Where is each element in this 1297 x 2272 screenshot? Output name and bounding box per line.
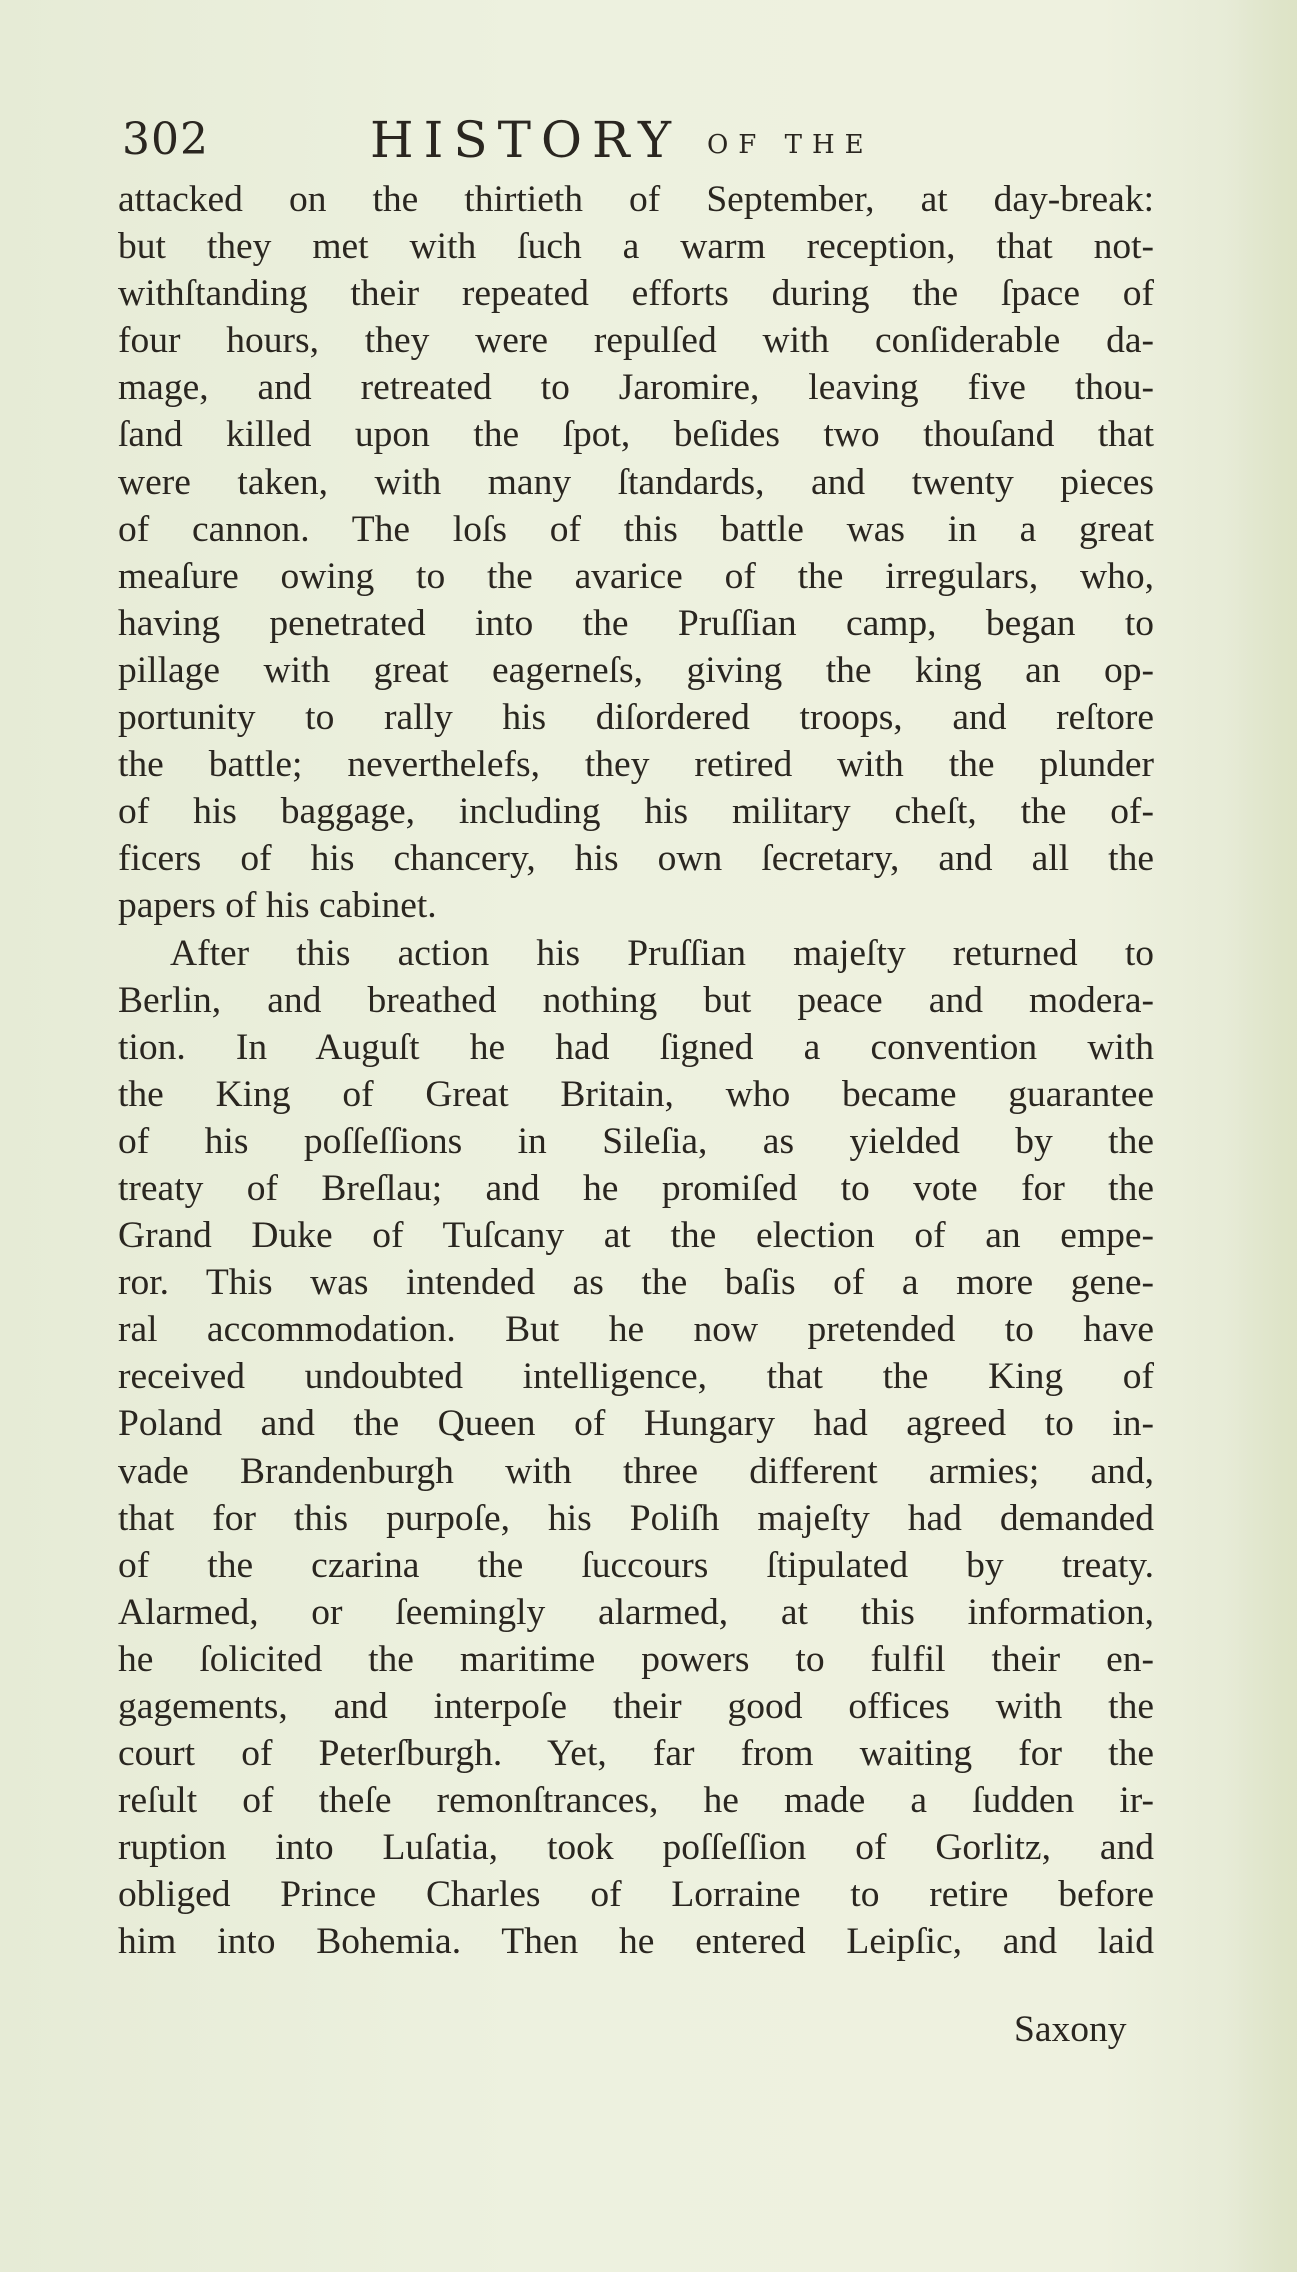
- text-line: Grand Duke of Tuſcany at the election of an empe-: [118, 1215, 1154, 1257]
- text-line: court of Peterſburgh. Yet, far from waiting for the: [118, 1733, 1154, 1775]
- text-line: having penetrated into the Pruſſian camp, began to: [118, 602, 1154, 644]
- text-line: ral accommodation. But he now pretended to have: [118, 1309, 1154, 1351]
- text-line: Berlin, and breathed nothing but peace and modera-: [118, 979, 1154, 1021]
- text-line: papers of his cabinet.: [118, 885, 437, 927]
- text-line: meaſure owing to the avarice of the irregulars, who,: [118, 555, 1154, 597]
- text-line: that for this purpoſe, his Poliſh majeſty had demanded: [118, 1497, 1154, 1539]
- running-head-small: OF THE: [706, 130, 874, 160]
- text-line: him into Bohemia. Then he entered Leipſic, and laid: [118, 1921, 1154, 1963]
- text-line: four hours, they were repulſed with conſiderable da-: [118, 320, 1154, 362]
- text-line: ficers of his chancery, his own ſecretary, and all the: [118, 838, 1154, 880]
- text-line: pillage with great eagerneſs, giving the king an op-: [118, 649, 1154, 691]
- running-head: [370, 110, 874, 175]
- text-line: tion. In Auguſt he had ſigned a convention with: [118, 1026, 1154, 1068]
- text-line: vade Brandenburgh with three different armies; and,: [118, 1450, 1154, 1492]
- page-header: [122, 110, 1022, 170]
- text-line: received undoubted intelligence, that the King of: [118, 1356, 1154, 1398]
- text-line: of the czarina the ſuccours ſtipulated by treaty.: [118, 1544, 1154, 1586]
- body-text: [118, 176, 1154, 1966]
- text-line: After this action his Pruſſian majeſty returned to: [170, 932, 1154, 974]
- text-line: ruption into Luſatia, took poſſeſſion of Gorlitz, and: [118, 1827, 1154, 1869]
- text-line: of his poſſeſſions in Sileſia, as yielded by the: [118, 1120, 1154, 1162]
- text-line: Alarmed, or ſeemingly alarmed, at this information,: [118, 1591, 1154, 1633]
- text-line: mage, and retreated to Jaromire, leaving five thou-: [118, 367, 1154, 409]
- text-line: portunity to rally his diſordered troops, and reſtore: [118, 697, 1154, 739]
- text-line: he ſolicited the maritime powers to fulfil their en-: [118, 1638, 1154, 1680]
- text-line: withſtanding their repeated efforts during the ſpace of: [118, 273, 1154, 315]
- text-line: but they met with ſuch a warm reception, that not-: [118, 226, 1154, 268]
- text-line: of cannon. The loſs of this battle was in a great: [118, 508, 1154, 550]
- text-line: obliged Prince Charles of Lorraine to retire before: [118, 1874, 1154, 1916]
- text-line: the battle; neverthelefs, they retired with the plunder: [118, 744, 1154, 786]
- text-line: ſand killed upon the ſpot, beſides two thouſand that: [118, 414, 1154, 456]
- text-line: the King of Great Britain, who became guarantee: [118, 1073, 1154, 1115]
- text-line: gagements, and interpoſe their good offices with the: [118, 1686, 1154, 1727]
- page-number: 302: [122, 114, 209, 165]
- text-line: were taken, with many ſtandards, and twenty pieces: [118, 461, 1154, 503]
- text-line: reſult of theſe remonſtrances, he made a ſudden ir-: [118, 1780, 1154, 1822]
- text-line: ror. This was intended as the baſis of a more gene-: [118, 1262, 1154, 1304]
- text-line: treaty of Breſlau; and he promiſed to vote for the: [118, 1167, 1154, 1209]
- text-line: Poland and the Queen of Hungary had agreed to in-: [118, 1403, 1154, 1445]
- running-head-main: HISTORY: [370, 111, 682, 169]
- catchword: Saxony: [1014, 2009, 1127, 2050]
- text-line: of his baggage, including his military cheſt, the of-: [118, 791, 1154, 833]
- page-gutter-shadow: [1227, 0, 1297, 2272]
- text-line: attacked on the thirtieth of September, at day-break:: [118, 179, 1154, 220]
